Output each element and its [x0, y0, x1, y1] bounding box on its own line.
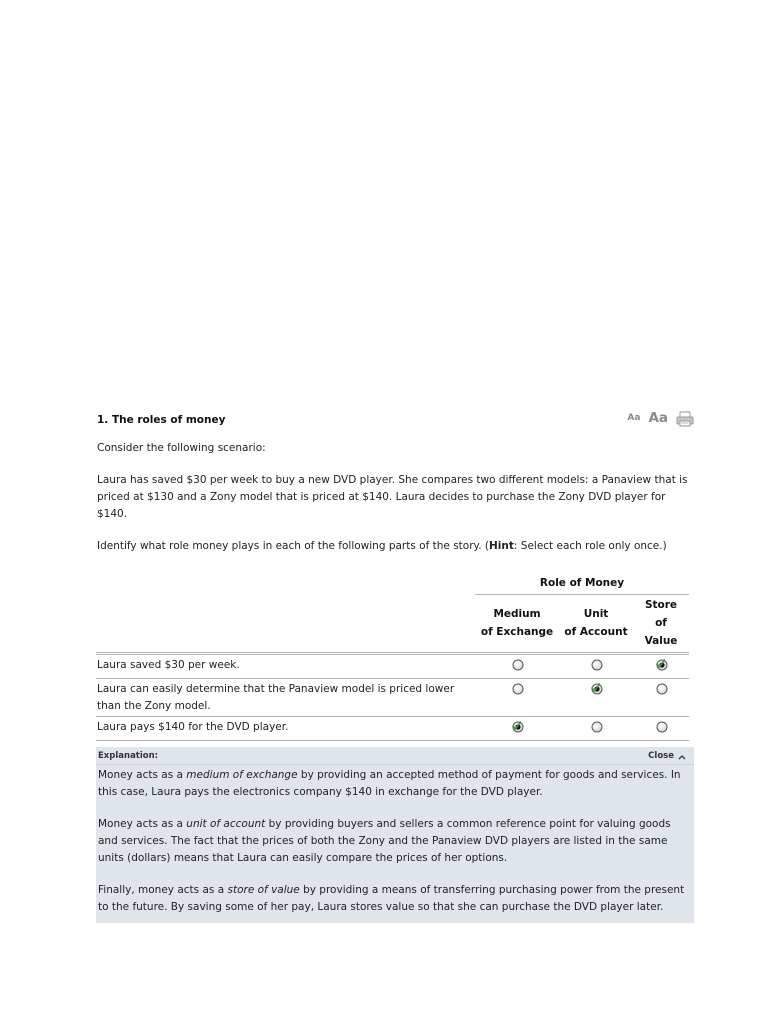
- row-statement: Laura pays $140 for the DVD player.: [96, 717, 475, 741]
- option-cell-store-of-value: [633, 679, 689, 717]
- radio-unit-of-account[interactable]: [591, 683, 603, 695]
- question-content: [96, 410, 694, 923]
- option-cell-unit-of-account: [559, 654, 633, 679]
- option-cell-medium-of-exchange: [475, 679, 559, 717]
- column-header-medium-of-exchange: [475, 595, 559, 654]
- column-header-line1: Store: [644, 599, 678, 611]
- row-statement: Laura saved $30 per week.: [96, 654, 475, 679]
- print-icon[interactable]: [676, 411, 694, 427]
- explanation-body: [96, 765, 694, 916]
- radio-medium-of-exchange[interactable]: [512, 659, 524, 671]
- radio-medium-of-exchange[interactable]: [512, 683, 524, 695]
- table-row: [96, 654, 689, 679]
- hint-label: Hint: [489, 540, 514, 552]
- option-cell-store-of-value: [633, 717, 689, 741]
- check-icon: [512, 721, 521, 730]
- column-header-line2: of Exchange: [480, 626, 554, 638]
- radio-unit-of-account[interactable]: [591, 721, 603, 733]
- explanation-panel: [96, 747, 694, 923]
- option-cell-unit-of-account: [559, 717, 633, 741]
- table-corner: [96, 572, 475, 595]
- close-explanation-button[interactable]: [648, 748, 686, 765]
- row-statement: Laura can easily determine that the Panaview model is priced lower than the Zony model.: [96, 679, 475, 717]
- instruction-prefix: Identify what role money plays in each of the following parts of the story. (: [97, 540, 490, 552]
- column-header-line1: Medium: [493, 608, 541, 620]
- explanation-label: Explanation:: [98, 751, 159, 761]
- question-title: 1. The roles of money: [97, 414, 226, 426]
- option-cell-medium-of-exchange: [475, 654, 559, 679]
- column-header-unit-of-account: [559, 595, 633, 654]
- radio-medium-of-exchange[interactable]: [512, 721, 524, 733]
- scenario-intro: Consider the following scenario:: [97, 442, 266, 454]
- radio-store-of-value[interactable]: [656, 721, 668, 733]
- column-header-line1: Unit: [583, 608, 609, 620]
- check-icon: [656, 659, 665, 668]
- decrease-font-button[interactable]: Aa: [627, 413, 641, 423]
- statement-column-header: [96, 595, 475, 654]
- text: by providing buyers and sellers a common reference point for valuing goods and services. The fact that the prices of both the Zony and the Panaview DVD players are listed in the same units (dollars) means that Laura can easily compare the prices of her options.: [98, 818, 671, 864]
- explanation-header: [96, 747, 694, 765]
- increase-font-button[interactable]: Aa: [648, 410, 668, 426]
- table-row: [96, 717, 689, 741]
- chevron-up-icon: [678, 754, 686, 760]
- explanation-unit-of-account: [98, 816, 690, 867]
- radio-store-of-value[interactable]: [656, 659, 668, 671]
- radio-store-of-value[interactable]: [656, 683, 668, 695]
- text: by providing an accepted method of payment for goods and services. In this case, Laura pays the electronics company $140 in exchange for the DVD player.: [98, 769, 681, 798]
- term-store-of-value: store of value: [227, 884, 300, 896]
- column-header-line2: of Value: [644, 617, 678, 647]
- table-row: [96, 679, 689, 717]
- term-unit-of-account: unit of account: [186, 818, 266, 830]
- column-header-line2: of Account: [564, 626, 628, 638]
- close-label: Close: [648, 751, 674, 761]
- text: by providing a means of transferring purchasing power from the present to the future. By saving some of her pay, Laura stores value so that she can purchase the DVD player later.: [98, 884, 685, 913]
- instruction-text: [97, 538, 694, 555]
- question-tools: [627, 410, 694, 427]
- question-header: [96, 410, 694, 432]
- term-medium-of-exchange: medium of exchange: [186, 769, 298, 781]
- option-cell-unit-of-account: [559, 679, 633, 717]
- instruction-suffix: : Select each role only once.): [513, 540, 667, 552]
- text: Money acts as a: [98, 818, 187, 830]
- radio-unit-of-account[interactable]: [591, 659, 603, 671]
- scenario-text: Laura has saved $30 per week to buy a new DVD player. She compares two different models: a Panaview that is priced at $130 and a Zony model that is priced at $140. Laura decides to purchase the Zony DVD player for $140.: [97, 474, 688, 520]
- role-of-money-header: Role of Money: [475, 572, 689, 595]
- option-cell-medium-of-exchange: [475, 717, 559, 741]
- explanation-medium-of-exchange: [98, 767, 690, 801]
- explanation-store-of-value: [98, 882, 690, 916]
- roles-table: [96, 572, 689, 741]
- option-cell-store-of-value: [633, 654, 689, 679]
- text: Money acts as a: [98, 769, 187, 781]
- check-icon: [591, 683, 600, 692]
- column-header-store-of-value: [633, 595, 689, 654]
- table-body: [96, 654, 689, 741]
- text: Finally, money acts as a: [98, 884, 228, 896]
